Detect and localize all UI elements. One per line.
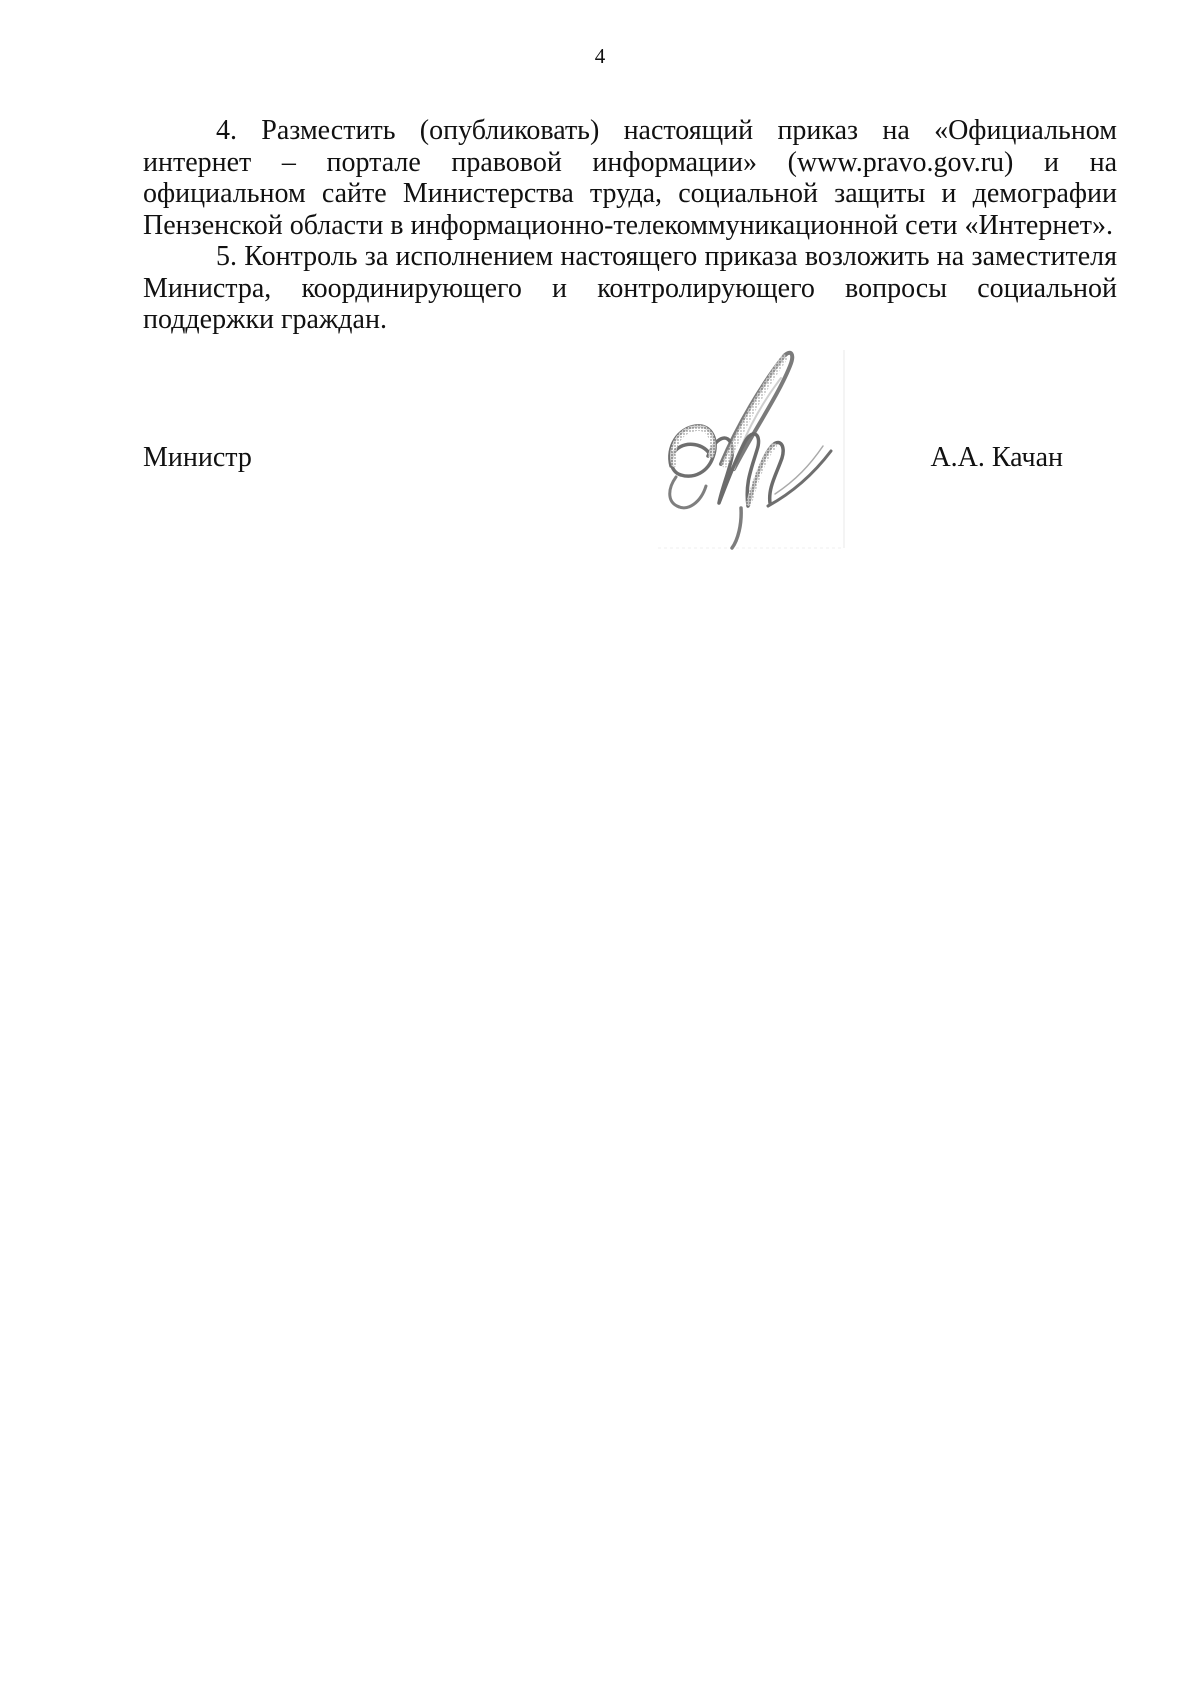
- signer-name: А.А. Качан: [930, 442, 1063, 473]
- signature-block: [143, 350, 1117, 560]
- paragraph-4: 4. Разместить (опубликовать) настоящий приказ на «Официальном интернет – портале правовой информации» (www.pravo.gov.ru) и на официальном сайте Министерства труда, социальной защиты и демографии Пензенской области в информационно-телекоммуникационной сети «Интернет».: [143, 115, 1117, 241]
- page-number: 4: [594, 44, 606, 68]
- paragraph-5: 5. Контроль за исполнением настоящего приказа возложить на заместителя Министра, координирующего и контролирующего вопросы социальной поддержки граждан.: [143, 241, 1117, 335]
- signer-position: Министр: [143, 442, 252, 473]
- document-body: [143, 115, 1117, 336]
- handwritten-signature: [650, 346, 847, 552]
